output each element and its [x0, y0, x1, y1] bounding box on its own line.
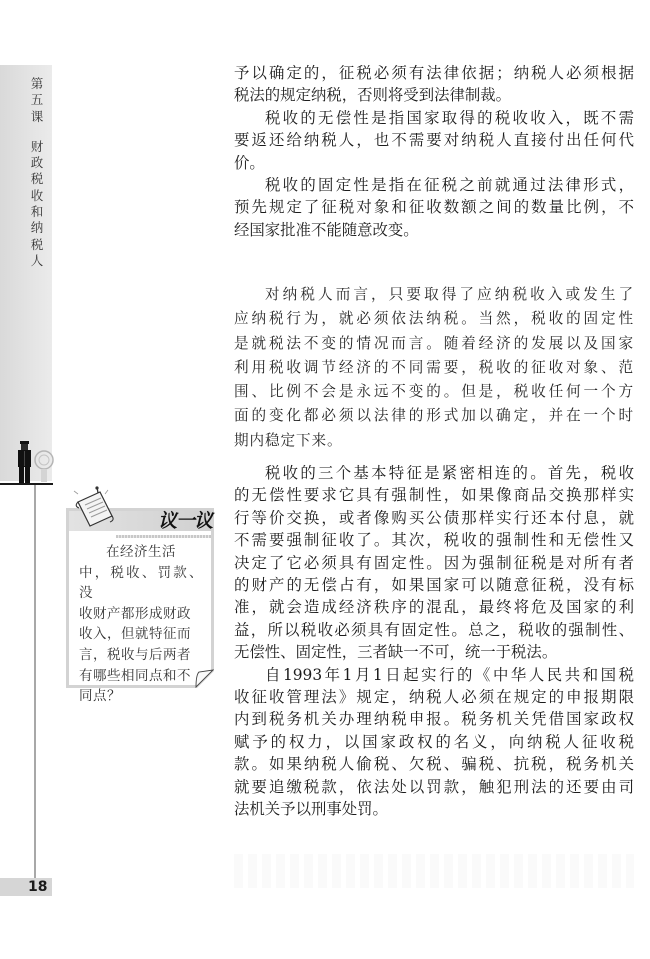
discussion-title: 议一议 [157, 510, 212, 532]
discussion-line: 同点？ [79, 688, 121, 705]
paper-note-icon [70, 486, 116, 530]
text-line: 款。如果纳税人偷税、欠税、骗税、抗税，税务机关 [234, 755, 634, 774]
discussion-title-underline [116, 535, 211, 538]
discussion-line: 中，税收、罚款、没 [79, 564, 203, 602]
text-line: 法机关予以刑事处罚。 [234, 800, 388, 819]
text-line: 税收的无偿性是指国家取得的税收收入，既不需 [265, 108, 634, 127]
lesson-heading [29, 76, 45, 269]
discussion-box [66, 486, 216, 705]
text-line: 税收的三个基本特征是紧密相连的。首先，税收 [265, 464, 634, 482]
official-with-emblem-icon [14, 440, 54, 483]
text-line: 期内稳定下来。 [234, 431, 343, 449]
page-number-tab [0, 878, 52, 896]
text-line: 自1993年1月1日起实行的《中华人民共和国税 [265, 665, 634, 684]
discussion-line: 收入，但就特征而 [79, 626, 191, 643]
text-line: 准，就会造成经济秩序的混乱，最终将危及国家的利 [234, 598, 634, 617]
supplementary-note-block [234, 283, 634, 453]
discussion-question [79, 542, 203, 707]
discussion-line: 收财产都形成财政 [79, 605, 191, 622]
text-line: 就要追缴税款，依法处以罚款，触犯刑法的还要由司 [234, 777, 634, 796]
text-line: 行等价交换，或者像购买公债那样实行还本付息，就 [234, 508, 634, 527]
text-line: 内到税务机关办理纳税申报。税务机关凭借国家政权 [234, 710, 634, 729]
text-line: 是就税法不变的情况而言。随着经济的发展以及国家 [234, 334, 634, 352]
text-line: 赋予的权力，以国家政权的名义，向纳税人征收税 [234, 732, 634, 751]
text-line: 的财产的无偿占有，如果国家可以随意征税，没有标 [234, 576, 634, 595]
sidebar-rule [0, 483, 53, 485]
text-line: 不需要强制征收了。其次，税收的强制性和无偿性又 [234, 531, 634, 550]
discussion-line: 有哪些相同点和不 [79, 667, 191, 684]
page-number: 18 [28, 879, 48, 895]
discussion-line: 言，税收与后两者 [79, 646, 191, 663]
text-line: 要返还给纳税人，也不需要对纳税人直接付出任何代 [234, 131, 634, 150]
text-line: 决定了它必须具有固定性。因为强制征税是对所有者 [234, 553, 634, 572]
lesson-label: 第五课 [30, 76, 44, 124]
text-line: 益，所以税收必须具有固定性。总之，税收的强制性、 [234, 620, 634, 639]
discussion-line: 在经济生活 [106, 544, 176, 560]
text-line: 无偿性、固定性，三者缺一不可，统一于税法。 [234, 643, 558, 662]
lesson-title: 财政税收和纳税人 [30, 138, 44, 268]
text-line: 予以确定的，征税必须有法律依据；纳税人必须根据 [234, 64, 634, 82]
text-line: 税法的规定纳税，否则将受到法律制裁。 [234, 86, 512, 105]
folded-corner-icon [195, 669, 214, 688]
main-text-block-2 [234, 462, 634, 821]
text-line: 经国家批准不能随意改变。 [234, 220, 419, 239]
text-line: 税收的固定性是指在征税之前就通过法律形式， [265, 176, 634, 195]
text-line: 的无偿性要求它具有强制性，如果像商品交换那样实 [234, 486, 634, 505]
text-line: 收征收管理法》规定，纳税人必须在规定的申报期限 [234, 688, 634, 707]
text-line: 应纳税行为，就必须依法纳税。当然，税收的固定性 [234, 310, 634, 328]
text-line: 对纳税人而言，只要取得了应纳税收入或发生了 [265, 286, 634, 303]
text-line: 面的变化都必须以法律的形式加以确定，并在一个时 [234, 407, 634, 425]
sidebar-vertical-line [34, 485, 36, 878]
text-line: 价。 [234, 153, 265, 172]
reverse-page-bleed-through [234, 854, 634, 888]
text-line: 围、比例不会是永远不变的。但是，税收任何一个方 [234, 383, 634, 401]
text-line: 利用税收调节经济的不同需要，税收的征收对象、范 [234, 358, 634, 376]
text-line: 预先规定了征税对象和征收数额之间的数量比例，不 [234, 198, 634, 217]
main-text-block-1 [234, 62, 634, 241]
